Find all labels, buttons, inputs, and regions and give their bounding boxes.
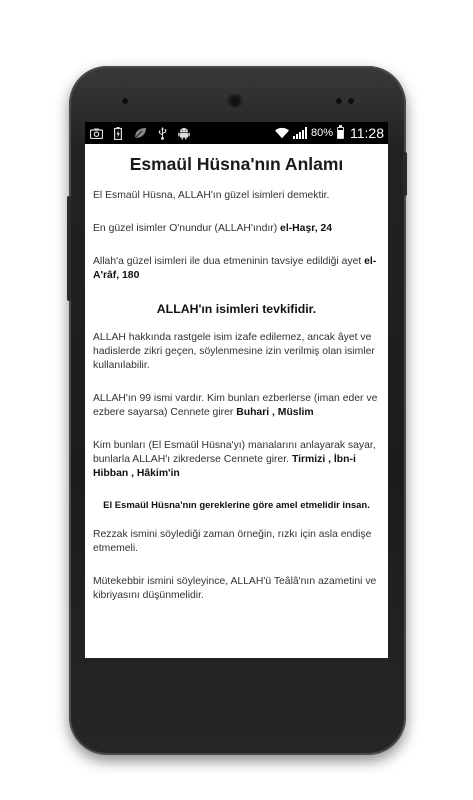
earpiece-speaker	[226, 94, 244, 108]
paragraph-6: Kim bunları (El Esmaül Hüsna'yı) manalarını anlayarak sayar, bunlarla ALLAH'ı zikrederse Cennete girer. Tirmizi , İbn-i Hibban , Hâkim'in	[93, 440, 376, 479]
volume-button	[67, 196, 71, 301]
section-subheading: El Esmaül Hüsna'nın gereklerine göre amel etmelidir insan.	[103, 500, 370, 511]
proximity-sensor	[122, 98, 128, 104]
paragraph-8: Mütekebbir ismini söyleyince, ALLAH'ü Teâlâ'nın azametini ve kibriyasını düşünmelidir.	[93, 576, 377, 601]
reference: el-Haşr, 24	[280, 223, 333, 234]
notification-icons	[89, 126, 275, 140]
screen	[85, 122, 388, 658]
battery-percent: 80%	[310, 127, 333, 139]
leaf-icon	[133, 126, 147, 140]
android-icon	[177, 126, 191, 140]
reference: el-A'râf, 180	[93, 256, 377, 281]
paragraph-3: Allah'a güzel isimleri ile dua etmeninin tavsiye edildiği ayet el-A'râf, 180	[93, 256, 377, 281]
system-status	[275, 125, 384, 141]
page-title: Esmaül Hüsna'nın Anlamı	[129, 154, 344, 174]
signal-icon	[293, 127, 307, 139]
battery-saver-icon	[111, 126, 125, 140]
paragraph-2: En güzel isimler O'nundur (ALLAH'ındır) el-Haşr, 24	[93, 223, 333, 234]
status-bar	[85, 122, 388, 144]
paragraph-5: ALLAH'ın 99 ismi vardır. Kim bunları ezberlerse (iman eder ve ezbere sayarsa) Cennete girer Buhari , Müslim	[93, 393, 378, 418]
paragraph-4: ALLAH hakkında rastgele isim izafe edilemez, ancak âyet ve hadislerde zikri geçen, söylenmesine izin verilmiş olan isimler kullanılabilir.	[93, 332, 375, 371]
power-button	[403, 152, 407, 196]
light-sensor	[348, 98, 354, 104]
paragraph-1: El Esmaül Hüsna, ALLAH'ın güzel isimleri demektir.	[93, 190, 330, 201]
reference: Buhari , Müslim	[236, 407, 314, 418]
content-area[interactable]	[85, 144, 388, 603]
clock: 11:28	[350, 125, 384, 141]
usb-icon	[155, 126, 169, 140]
section-heading: ALLAH'ın isimleri tevkifidir.	[156, 302, 317, 316]
paragraph-7: Rezzak ismini söylediği zaman örneğin, rızkı için asla endişe etmemeli.	[93, 529, 372, 554]
battery-icon	[337, 127, 344, 139]
front-camera	[336, 98, 342, 104]
wifi-icon	[275, 126, 289, 140]
reference: Tirmizi , İbn-i Hibban , Hâkim'in	[93, 454, 356, 479]
screenshot-icon	[89, 126, 103, 140]
